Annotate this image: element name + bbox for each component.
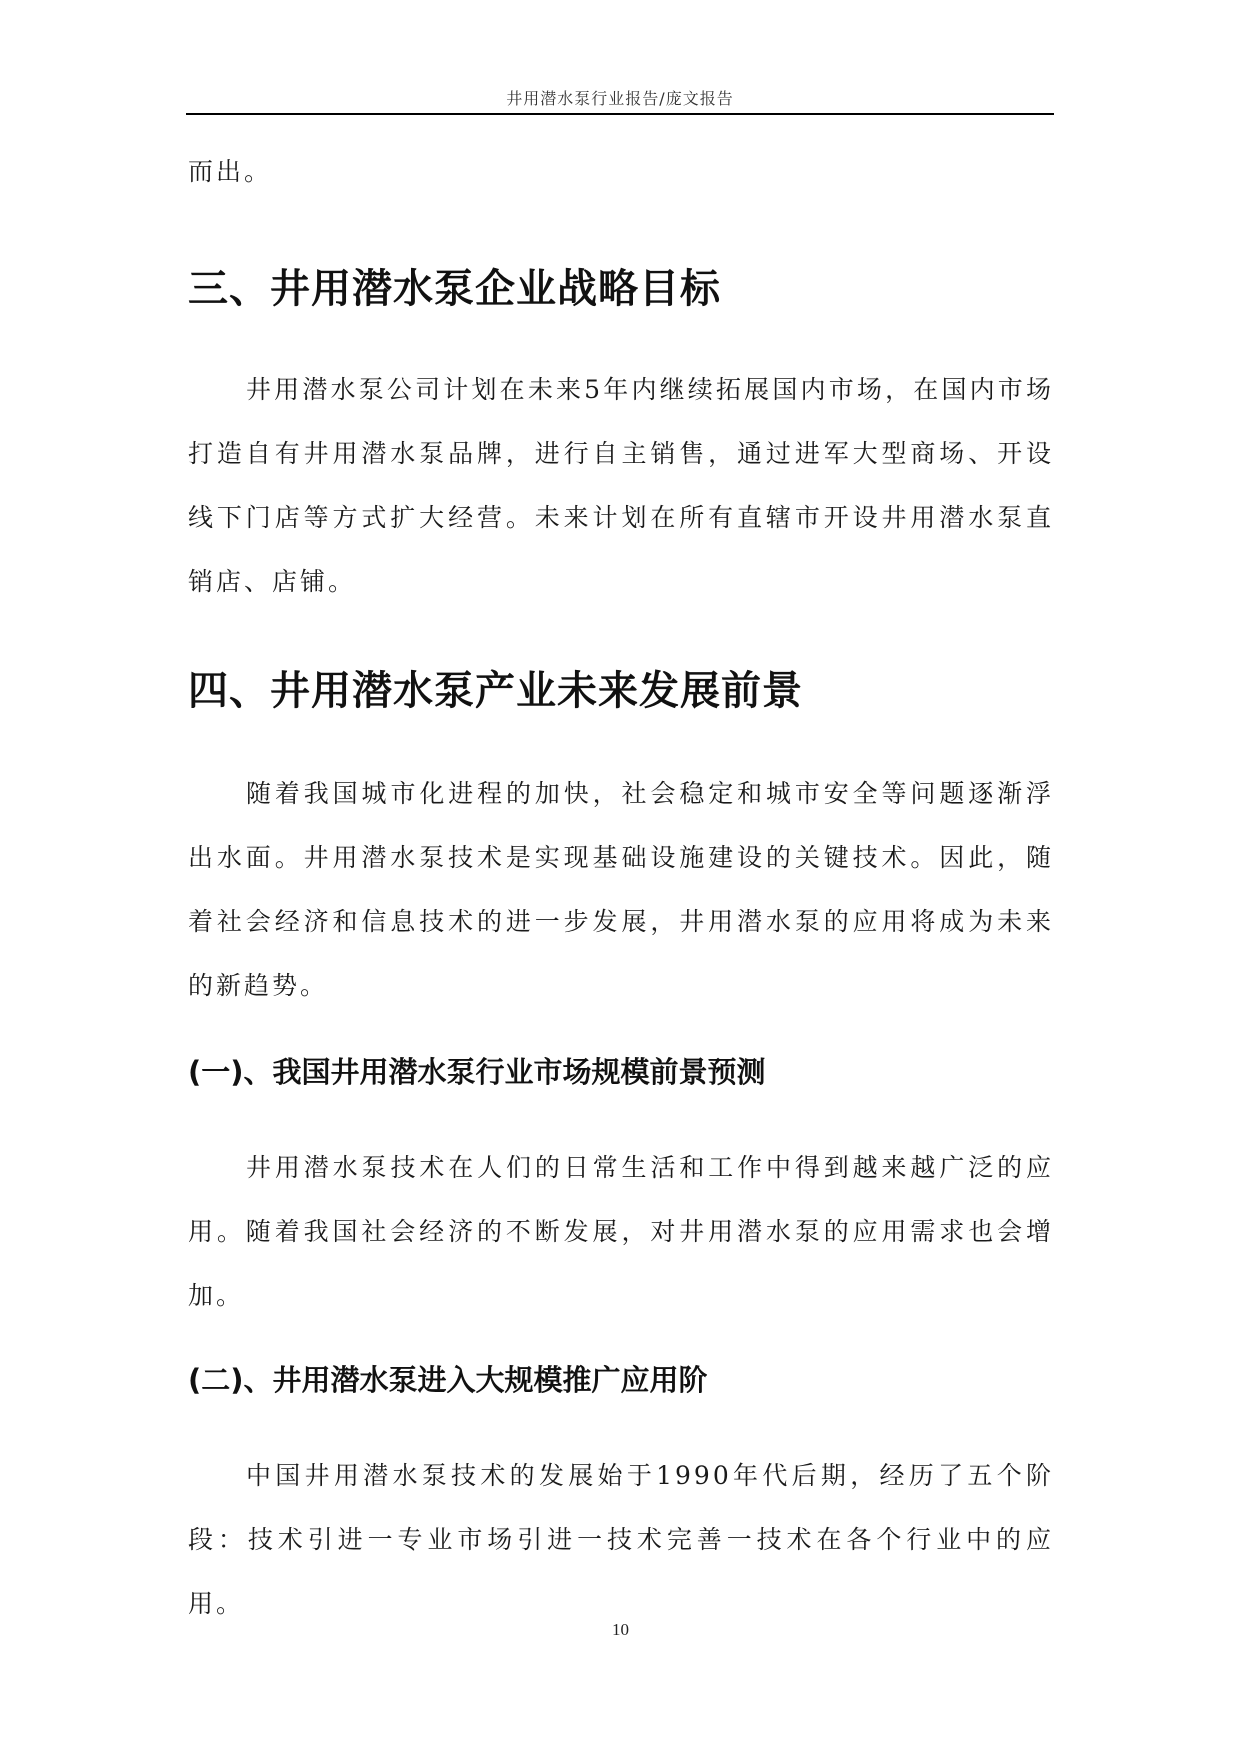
section-3-heading: 三、井用潜水泵企业战略目标 (188, 266, 721, 312)
subsection-2-heading: (二)、井用潜水泵进入大规模推广应用阶 (188, 1363, 708, 1397)
running-header: 井用潜水泵行业报告/庞文报告 (506, 89, 734, 108)
subsection-1-paragraph: 井用潜水泵技术在人们的日常生活和工作中得到越来越广泛的应用。随着我国社会经济的不断发展，对井用潜水泵的应用需求也会增加。 (188, 1153, 1054, 1310)
continuation-text: 而出。 (188, 157, 273, 186)
subsection-2-paragraph: 中国井用潜水泵技术的发展始于1990年代后期，经历了五个阶段：技术引进一专业市场引进一技术完善一技术在各个行业中的应用。 (188, 1461, 1054, 1618)
section-4-heading: 四、井用潜水泵产业未来发展前景 (188, 668, 803, 714)
section-3-paragraph: 井用潜水泵公司计划在未来5年内继续拓展国内市场，在国内市场打造自有井用潜水泵品牌，进行自主销售，通过进军大型商场、开设线下门店等方式扩大经营。未来计划在所有直辖市开设井用潜水泵直销店、店铺。 (188, 375, 1054, 596)
section-4-paragraph: 随着我国城市化进程的加快，社会稳定和城市安全等问题逐渐浮出水面。井用潜水泵技术是实现基础设施建设的关键技术。因此，随着社会经济和信息技术的进一步发展，井用潜水泵的应用将成为未来的新趋势。 (188, 779, 1054, 1000)
header-rule (186, 113, 1054, 115)
subsection-1-heading: (一)、我国井用潜水泵行业市场规模前景预测 (188, 1055, 766, 1089)
page-content (188, 140, 1054, 1636)
page-number: 10 (612, 1620, 629, 1639)
